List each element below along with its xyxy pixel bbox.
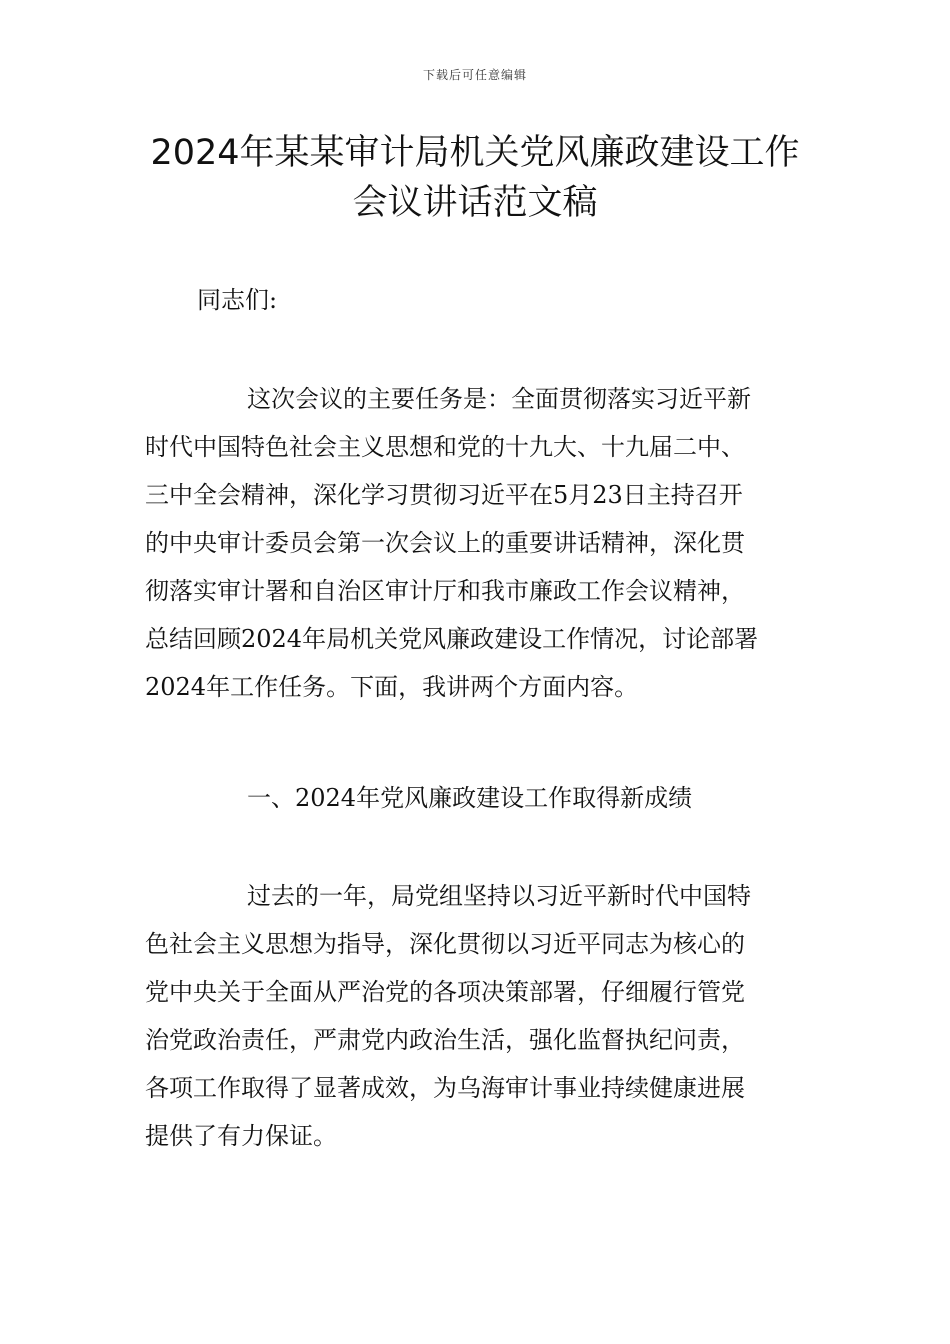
paragraph-line: 各项工作取得了显著成效，为乌海审计事业持续健康进展	[145, 1074, 745, 1102]
paragraph-line: 彻落实审计署和自治区审计厅和我市廉政工作会议精神，	[145, 577, 745, 605]
paragraph-line: 色社会主义思想为指导，深化贯彻以习近平同志为核心的	[145, 930, 745, 958]
paragraph-line: 这次会议的主要任务是：全面贯彻落实习近平新	[247, 385, 751, 413]
paragraph-line: 时代中国特色社会主义思想和党的十九大、十九届二中、	[145, 433, 745, 461]
header-note: 下载后可任意编辑	[422, 68, 527, 82]
paragraph-line: 过去的一年，局党组坚持以习近平新时代中国特	[247, 882, 751, 910]
salutation: 同志们:	[197, 286, 278, 314]
paragraph-line: 2024年工作任务。下面，我讲两个方面内容。	[145, 673, 639, 701]
title-line-1: 2024年某某审计局机关党风廉政建设工作	[150, 133, 800, 173]
paragraph-line: 党中央关于全面从严治党的各项决策部署，仔细履行管党	[145, 978, 745, 1006]
paragraph-line: 总结回顾2024年局机关党风廉政建设工作情况，讨论部署	[145, 625, 759, 653]
paragraph-line: 提供了有力保证。	[145, 1122, 337, 1150]
paragraph-1	[145, 375, 815, 711]
document-title	[100, 128, 850, 228]
paragraph-line: 治党政治责任，严肃党内政治生活，强化监督执纪问责，	[145, 1026, 745, 1054]
paragraph-line: 的中央审计委员会第一次会议上的重要讲话精神，深化贯	[145, 529, 745, 557]
title-line-2: 会议讲话范文稿	[352, 183, 598, 223]
section-heading: 一、2024年党风廉政建设工作取得新成绩	[247, 784, 693, 812]
paragraph-line: 三中全会精神，深化学习贯彻习近平在5月23日主持召开	[145, 481, 743, 509]
paragraph-2	[145, 872, 815, 1160]
